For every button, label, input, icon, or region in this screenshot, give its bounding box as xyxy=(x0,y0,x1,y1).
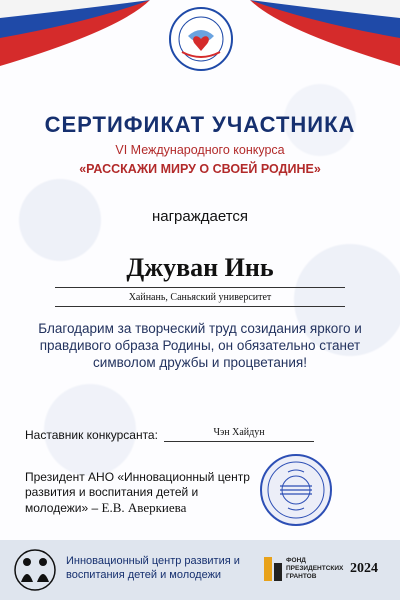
contest-logo-icon xyxy=(168,6,234,72)
russian-flag-left xyxy=(0,0,150,70)
president-signature-block xyxy=(25,470,255,516)
presidential-grants-fund-icon xyxy=(262,555,284,583)
contest-name: «РАССКАЖИ МИРУ О СВОЕЙ РОДИНЕ» xyxy=(79,162,321,176)
recipient-name: Джуван Инь xyxy=(126,253,274,282)
president-name: Е.В. Аверкиева xyxy=(101,500,187,515)
footer-org-name: Инновационный центр развития и воспитания детей и молодежи xyxy=(66,555,240,581)
institution-underline xyxy=(55,306,345,307)
mentor-name: Чэн Хайдун xyxy=(213,427,265,438)
certificate-year: 2024 xyxy=(350,561,378,576)
russian-flag-right xyxy=(250,0,400,70)
contest-subtitle: VI Международного конкурса xyxy=(115,143,285,157)
organization-seal-icon xyxy=(258,452,334,528)
awarded-label: награждается xyxy=(151,208,249,225)
president-text: Президент АНО «Инновационный центр развития и воспитания детей и молодежи» – xyxy=(25,470,250,515)
recipient-name-underline xyxy=(55,287,345,288)
mentor-label: Наставник конкурсанта: xyxy=(25,428,158,442)
certificate-title: СЕРТИФИКАТ УЧАСТНИКА xyxy=(44,112,356,137)
mentor-underline xyxy=(164,441,314,442)
fund-name: ФОНД ПРЕЗИДЕНТСКИХ ГРАНТОВ xyxy=(286,557,344,580)
recipient-institution: Хайнань, Саньяский университет xyxy=(128,292,272,303)
children-logo-icon xyxy=(10,548,60,592)
thanks-text: Благодарим за творческий труд созидания яркого и правдивого образа Родины, он обязательно станет символом дружбы и процветания! xyxy=(38,321,362,370)
footer-bar xyxy=(0,540,400,600)
